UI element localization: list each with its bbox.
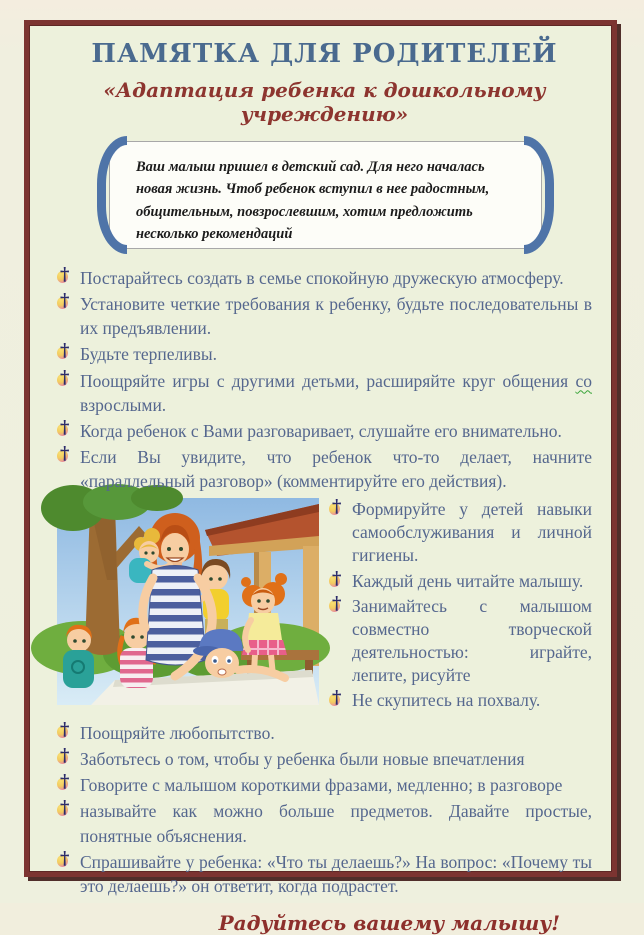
tip-text: Когда ребенок с Вами разговаривает, слушайте его внимательно. bbox=[80, 420, 562, 441]
cross-bullet-icon bbox=[329, 690, 345, 708]
tip-item bbox=[329, 689, 592, 712]
tip-item bbox=[57, 292, 592, 340]
tip-item bbox=[329, 570, 592, 593]
tip-text: Будьте терпеливы. bbox=[80, 344, 218, 365]
spellcheck-underlined-word: со bbox=[575, 370, 592, 391]
tip-item bbox=[57, 342, 592, 366]
tip-text: Не скупитесь на похвалу. bbox=[352, 690, 541, 711]
teacher-with-children-drawing bbox=[57, 498, 319, 705]
tip-text: взрослыми. bbox=[80, 394, 167, 415]
tip-text: Спрашивайте у ребенка: «Что ты делаешь?» На вопрос: «Почему ты это делаешь?» он ответит, когда подрастет. bbox=[80, 851, 592, 896]
tip-text: Поощряйте игры с другими детьми, расширяйте круг общения bbox=[80, 370, 576, 391]
cross-bullet-icon bbox=[57, 420, 73, 438]
cross-bullet-icon bbox=[57, 800, 73, 818]
cross-bullet-icon bbox=[57, 343, 73, 361]
tip-text: Каждый день читайте малышу. bbox=[352, 570, 584, 591]
cross-bullet-icon bbox=[57, 446, 73, 464]
children-illustration bbox=[57, 498, 319, 705]
intro-box bbox=[109, 141, 542, 249]
cross-bullet-icon bbox=[57, 851, 73, 869]
tip-item bbox=[57, 266, 592, 290]
tip-text: Заботьтесь о том, чтобы у ребенка были новые впечатления bbox=[80, 749, 525, 770]
cross-bullet-icon bbox=[329, 596, 345, 614]
cross-bullet-icon bbox=[57, 774, 73, 792]
cross-bullet-icon bbox=[329, 571, 345, 589]
cross-bullet-icon bbox=[57, 293, 73, 311]
tip-item bbox=[57, 445, 592, 493]
tips-top-list bbox=[57, 266, 592, 493]
cross-bullet-icon bbox=[57, 267, 73, 285]
tip-item bbox=[57, 721, 592, 745]
tip-text: Формируйте у детей навыки самообслуживания и личной гигиены. bbox=[352, 499, 592, 565]
tip-text: Говорите с малышом короткими фразами, медленно; в разговоре bbox=[80, 775, 563, 796]
tip-item bbox=[329, 595, 592, 686]
tip-item bbox=[57, 850, 592, 898]
tip-item bbox=[57, 369, 592, 417]
cross-bullet-icon bbox=[57, 722, 73, 740]
tip-text: Если Вы увидите, что ребенок что-то делает, начните «параллельный разговор» (комментируйте его действия). bbox=[80, 446, 592, 492]
tip-text: называйте как можно больше предметов. Давайте простые, понятные объяснения. bbox=[80, 801, 592, 846]
tip-item bbox=[329, 498, 592, 566]
illustration-and-tips-row bbox=[57, 498, 592, 715]
tip-text: Установите четкие требования к ребенку, будьте последовательны в их предъявлении. bbox=[80, 294, 592, 339]
tip-item bbox=[57, 747, 592, 771]
memo-frame bbox=[24, 20, 617, 935]
right-bracket-icon bbox=[524, 136, 554, 254]
tip-item bbox=[57, 773, 592, 797]
tip-item bbox=[57, 799, 592, 847]
intro-text: Ваш малыш пришел в детский сад. Для него началась новая жизнь. Чтоб ребенок вступил в нее радостным, общительным, повзрослевшим, хотим предложить несколько рекомендаций bbox=[136, 159, 490, 243]
page-subtitle: «Адаптация ребенка к дошкольному учреждению» bbox=[103, 78, 546, 126]
page-title: ПАМЯТКА ДЛЯ РОДИТЕЛЕЙ bbox=[91, 39, 558, 69]
tips-right-list bbox=[329, 498, 592, 715]
tip-text: Поощряйте любопытство. bbox=[80, 723, 275, 744]
cross-bullet-icon bbox=[57, 370, 73, 388]
cross-bullet-icon bbox=[329, 499, 345, 517]
tips-bottom-list bbox=[57, 721, 592, 898]
tip-text: Занимайтесь с малышом совместно творческой деятельностью: играйте, лепите, рисуйте bbox=[352, 596, 592, 685]
left-bracket-icon bbox=[97, 136, 127, 254]
cross-bullet-icon bbox=[57, 748, 73, 766]
tip-item bbox=[57, 419, 592, 443]
closing-text: Радуйтесь вашему малышу! bbox=[218, 911, 560, 935]
tip-text: Постарайтесь создать в семье спокойную дружескую атмосферу. bbox=[80, 268, 564, 288]
intro-callout bbox=[97, 136, 554, 254]
